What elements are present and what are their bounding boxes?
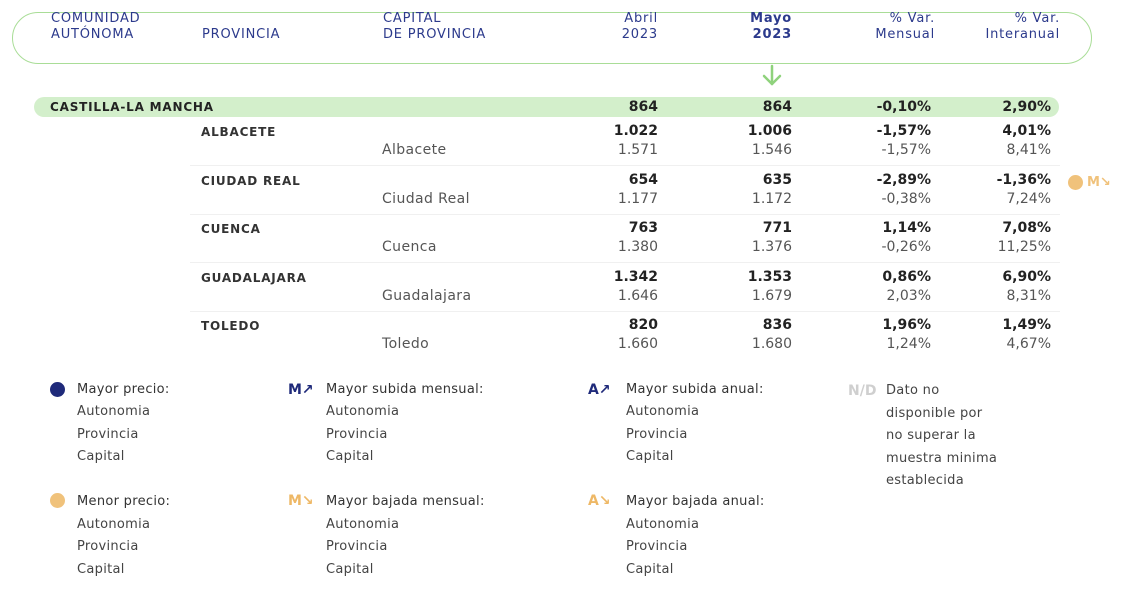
province-name: CIUDAD REAL — [201, 173, 301, 188]
legend-item: Provincia — [626, 427, 688, 442]
monthly-down-icon: M↘ — [1087, 175, 1111, 190]
legend-min-price-title: Menor precio: — [77, 494, 171, 509]
row-divider — [190, 262, 1060, 263]
legend-item: Autonomia — [326, 517, 400, 532]
legend-item: Autonomia — [626, 404, 700, 419]
legend-item: Capital — [77, 449, 125, 464]
legend-na-line: Dato no — [886, 383, 940, 398]
province-yearly: 7,08% — [1002, 220, 1051, 236]
monthly-up-icon: M↗ — [288, 382, 314, 398]
region-name: CASTILLA-LA MANCHA — [50, 100, 214, 114]
province-curr: 635 — [762, 171, 792, 188]
capital-monthly: 1,24% — [886, 336, 931, 352]
capital-monthly: -0,38% — [881, 190, 931, 207]
yearly-down-icon: A↘ — [588, 493, 611, 509]
monthly-down-icon: M↘ — [288, 493, 314, 509]
legend-max-price-title: Mayor precio: — [77, 382, 170, 397]
capital-prev: 1.646 — [617, 287, 658, 304]
header-province: PROVINCIA — [202, 27, 281, 42]
capital-prev: 1.177 — [617, 190, 658, 207]
legend-item: Capital — [326, 562, 374, 577]
ciudad-real-badge — [1068, 172, 1111, 191]
capital-name: Cuenca — [382, 239, 437, 255]
header-prev-month: Abril 2023 — [621, 11, 658, 42]
legend-na-line: muestra minima — [886, 451, 998, 466]
capital-name: Toledo — [382, 336, 430, 352]
province-monthly: 1,96% — [882, 317, 931, 333]
row-divider — [190, 165, 1060, 166]
region-curr: 864 — [762, 99, 792, 115]
province-prev: 820 — [628, 317, 658, 333]
capital-curr: 1.172 — [751, 190, 792, 207]
capital-yearly: 8,31% — [1006, 287, 1051, 304]
province-prev: 654 — [628, 171, 658, 188]
legend-item: Capital — [326, 449, 374, 464]
province-curr: 836 — [762, 317, 792, 333]
region-monthly: -0,10% — [876, 99, 931, 115]
capital-yearly: 8,41% — [1006, 142, 1051, 158]
yearly-up-icon: A↗ — [588, 382, 611, 398]
province-monthly: 0,86% — [882, 268, 931, 285]
province-yearly: 4,01% — [1002, 123, 1051, 139]
province-monthly: 1,14% — [882, 220, 931, 236]
capital-name: Ciudad Real — [382, 190, 470, 207]
province-name: TOLEDO — [201, 319, 261, 333]
legend-na-line: disponible por — [886, 406, 983, 421]
min-price-dot-icon — [1068, 175, 1083, 190]
arrow-down-icon — [761, 64, 783, 88]
province-curr: 1.353 — [747, 268, 792, 285]
min-price-dot-icon — [50, 493, 65, 508]
capital-curr: 1.376 — [751, 239, 792, 255]
region-yearly: 2,90% — [1002, 99, 1051, 115]
legend-yearly-down-title: Mayor bajada anual: — [626, 494, 765, 509]
province-name: CUENCA — [201, 222, 261, 236]
capital-curr: 1.546 — [751, 142, 792, 158]
capital-prev: 1.571 — [617, 142, 658, 158]
capital-yearly: 7,24% — [1006, 190, 1051, 207]
province-name: GUADALAJARA — [201, 270, 307, 285]
max-price-dot-icon — [50, 382, 65, 397]
legend-na-line: establecida — [886, 473, 964, 488]
header-yearly-var: % Var. Interanual — [985, 11, 1060, 42]
header-capital: CAPITAL DE PROVINCIA — [383, 11, 487, 42]
legend-item: Capital — [626, 449, 674, 464]
legend-item: Provincia — [77, 539, 139, 554]
capital-name: Albacete — [382, 142, 447, 158]
not-available-icon: N/D — [848, 383, 877, 399]
legend-item: Autonomia — [77, 404, 151, 419]
legend-item: Autonomia — [326, 404, 400, 419]
capital-prev: 1.380 — [617, 239, 658, 255]
capital-yearly: 11,25% — [997, 239, 1051, 255]
capital-name: Guadalajara — [382, 287, 472, 304]
capital-monthly: -0,26% — [881, 239, 931, 255]
legend-item: Provincia — [626, 539, 688, 554]
header-region: COMUNIDAD AUTÓNOMA — [51, 11, 141, 42]
province-name: ALBACETE — [201, 125, 277, 139]
capital-monthly: 2,03% — [886, 287, 931, 304]
province-monthly: -1,57% — [876, 123, 931, 139]
legend-na-line: no superar la — [886, 428, 976, 443]
province-yearly: 6,90% — [1002, 268, 1051, 285]
legend-item: Autonomia — [626, 517, 700, 532]
province-prev: 763 — [628, 220, 658, 236]
legend-item: Autonomia — [77, 517, 151, 532]
legend-item: Capital — [626, 562, 674, 577]
legend-monthly-down-title: Mayor bajada mensual: — [326, 494, 485, 509]
header-monthly-var: % Var. Mensual — [875, 11, 935, 42]
legend-item: Capital — [77, 562, 125, 577]
province-monthly: -2,89% — [876, 171, 931, 188]
capital-curr: 1.679 — [751, 287, 792, 304]
legend-item: Provincia — [326, 539, 388, 554]
capital-curr: 1.680 — [751, 336, 792, 352]
province-yearly: -1,36% — [996, 171, 1051, 188]
header-current-month: Mayo 2023 — [750, 11, 792, 42]
province-curr: 771 — [762, 220, 792, 236]
legend-monthly-up-title: Mayor subida mensual: — [326, 382, 484, 397]
capital-yearly: 4,67% — [1006, 336, 1051, 352]
province-prev: 1.022 — [613, 123, 658, 139]
legend-yearly-up-title: Mayor subida anual: — [626, 382, 764, 397]
capital-monthly: -1,57% — [881, 142, 931, 158]
legend-item: Provincia — [77, 427, 139, 442]
province-prev: 1.342 — [613, 268, 658, 285]
province-yearly: 1,49% — [1002, 317, 1051, 333]
province-curr: 1.006 — [747, 123, 792, 139]
row-divider — [190, 311, 1060, 312]
row-divider — [190, 214, 1060, 215]
capital-prev: 1.660 — [617, 336, 658, 352]
legend-item: Provincia — [326, 427, 388, 442]
region-prev: 864 — [628, 99, 658, 115]
